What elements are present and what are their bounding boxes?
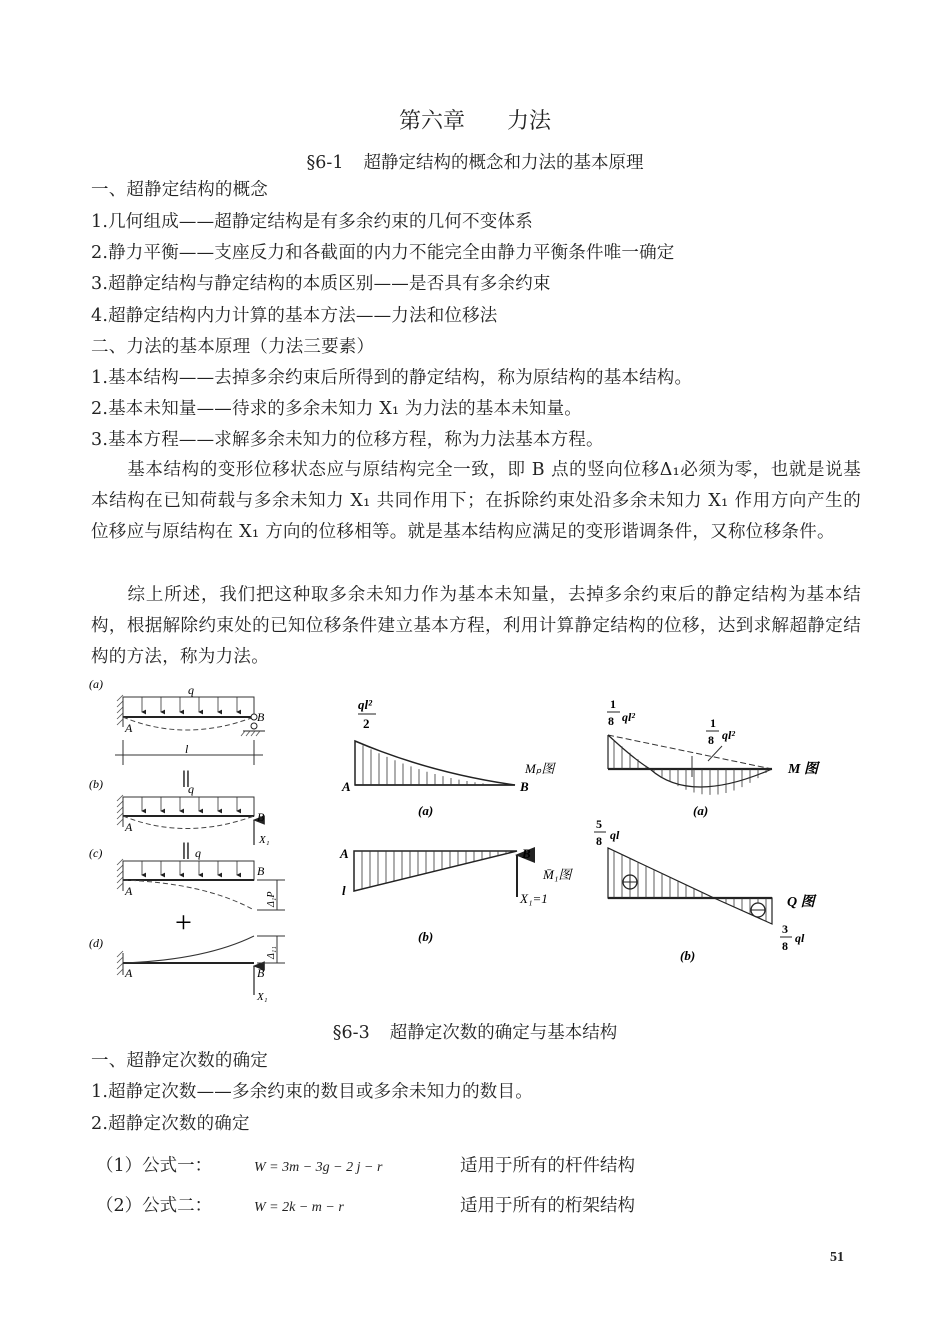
q-bot-num: 3 (782, 922, 788, 936)
m-mid-value: ql² (722, 728, 735, 742)
label-a: (a) (89, 677, 103, 691)
section-heading-6-1 (0, 149, 950, 174)
formula-label: （2）公式二： (96, 1196, 213, 1216)
load-q-c: q (195, 846, 201, 860)
formula-expression: W = 3m − 3g − 2 j − r (254, 1160, 383, 1175)
paragraph-summary-text: 综上所述，我们把这种取多余未知力作为基本未知量，去掉多余约束后的静定结构为基本结构，根据解除约束处的已知位移条件建立基本方程，利用计算静定结构的位移，达到求解超静定结构的方法，称为力法。 (91, 585, 861, 667)
q-bot-den: 8 (782, 939, 788, 953)
formula-row-1 (96, 1152, 635, 1177)
section-title: 超静定结构的概念和力法的基本原理 (363, 153, 644, 173)
section-number: §6-3 (332, 1023, 370, 1043)
part1-item-3: 3.超静定结构与静定结构的本质区别——是否具有多余约束 (91, 274, 551, 294)
delta-1p: Δ₁P (266, 891, 277, 907)
m1-diagram-name: M̄₁图 (543, 867, 572, 882)
part1-item-1: 1.几何组成——超静定结构是有多余约束的几何不变体系 (91, 212, 533, 232)
paragraph-deformation (91, 455, 861, 548)
point-a-b: A (125, 820, 133, 834)
point-a-c: A (125, 884, 133, 898)
force-x1-b: X₁ (259, 834, 270, 846)
formula-scope: 适用于所有的杆件结构 (460, 1156, 635, 1176)
label-d: (d) (89, 936, 103, 950)
part2-item-3: 3.基本方程——求解多余未知力的位移方程，称为力法基本方程。 (91, 430, 604, 450)
part2-item-2: 2.基本未知量——待求的多余未知力 X₁ 为力法的基本未知量。 (91, 399, 582, 419)
equals-sign-1: || (182, 767, 190, 787)
part3-item-2: 2.超静定次数的确定 (91, 1114, 250, 1134)
part1-heading: 一、超静定结构的概念 (91, 180, 268, 200)
q-diagram (608, 848, 772, 924)
load-q-b: q (188, 782, 194, 796)
m-mid-den: 8 (708, 733, 714, 747)
m-diagram (608, 735, 772, 795)
mp-top-numerator: ql² (358, 697, 373, 712)
plus-sign: + (175, 906, 192, 939)
m1-value-l: l (342, 883, 346, 898)
point-a-a: A (125, 721, 133, 735)
paragraph-deformation-text: 基本结构的变形位移状态应与原结构完全一致，即 B 点的竖向位移Δ₁必须为零，也就是说基本结构在已知荷载与多余未知力 X₁ 共同作用下；在拆除约束处沿多余未知力 X₁ 作用方向产生的位移应与原结构在 X₁ 方向的位移相等。就是基本结构应满足的变形谐调条件，又称位移条件。 (91, 460, 861, 542)
mp-diagram (355, 741, 515, 785)
moment-diagrams-basic (330, 695, 600, 955)
formula-row-2 (96, 1192, 635, 1217)
m1-point-a: A (340, 846, 349, 861)
mp-caption: (a) (418, 803, 434, 818)
mp-diagram-name: Mₚ图 (525, 761, 555, 776)
section-heading-6-3 (0, 1019, 950, 1044)
m1-force: X₁=1 (520, 891, 548, 906)
beam-b (117, 795, 254, 845)
point-b-c: B (257, 864, 265, 878)
formula-expression: W = 2k − m − r (254, 1200, 344, 1215)
label-c: (c) (89, 846, 103, 860)
part3-heading: 一、超静定次数的确定 (91, 1051, 268, 1071)
equals-sign-2: || (182, 839, 190, 859)
final-diagrams (590, 695, 850, 970)
m1-diagram (354, 851, 517, 897)
m-left-value: ql² (622, 710, 635, 724)
m-mid-num: 1 (710, 716, 716, 730)
m-left-den: 8 (608, 714, 614, 728)
section-number: §6-1 (306, 153, 344, 173)
span-l: l (185, 742, 189, 756)
q-top-value: ql (610, 828, 620, 842)
chapter-name: 力法 (507, 109, 552, 134)
delta-11: Δ₁₁ (266, 946, 277, 959)
q-bot-value: ql (795, 931, 805, 945)
part3-item-1: 1.超静定次数——多余约束的数目或多余未知力的数目。 (91, 1082, 533, 1102)
m-caption: (a) (693, 803, 709, 818)
chapter-title (0, 104, 950, 135)
part1-item-4: 4.超静定结构内力计算的基本方法——力法和位移法 (91, 306, 498, 326)
minus-sign-icon (751, 903, 765, 917)
q-caption: (b) (680, 948, 696, 963)
load-q-a: q (188, 683, 194, 697)
page-number: 51 (830, 1250, 844, 1265)
paragraph-summary (91, 580, 861, 673)
m-diagram-name: M 图 (788, 762, 818, 777)
point-a-d: A (125, 966, 133, 980)
point-b-d: B (257, 966, 265, 980)
m-left-num: 1 (610, 697, 616, 711)
part1-item-2: 2.静力平衡——支座反力和各截面的内力不能完全由静力平衡条件唯一确定 (91, 243, 675, 263)
part2-item-1: 1.基本结构——去掉多余约束后所得到的静定结构，称为原结构的基本结构。 (91, 368, 693, 388)
beam-decomposition-figure (85, 675, 305, 1010)
mp-top-denominator: 2 (363, 716, 370, 731)
q-top-num: 5 (596, 817, 602, 831)
mp-point-b: B (520, 779, 529, 794)
beam-a (115, 695, 265, 765)
label-b: (b) (89, 777, 103, 791)
plus-sign-icon (623, 875, 637, 889)
mp-point-a: A (342, 779, 351, 794)
part2-heading: 二、力法的基本原理（力法三要素） (91, 337, 375, 357)
section-title: 超静定次数的确定与基本结构 (389, 1023, 618, 1043)
chapter-number: 第六章 (398, 109, 465, 134)
q-top-den: 8 (596, 834, 602, 848)
m1-caption: (b) (418, 929, 434, 944)
formula-scope: 适用于所有的桁架结构 (460, 1196, 635, 1216)
q-diagram-name: Q 图 (787, 895, 815, 910)
formula-label: （1）公式一： (96, 1156, 213, 1176)
force-x1-d: X₁ (257, 991, 268, 1003)
point-b-b: B (257, 810, 265, 824)
m1-point-b: B (522, 846, 531, 861)
point-b-a: B (257, 710, 265, 724)
